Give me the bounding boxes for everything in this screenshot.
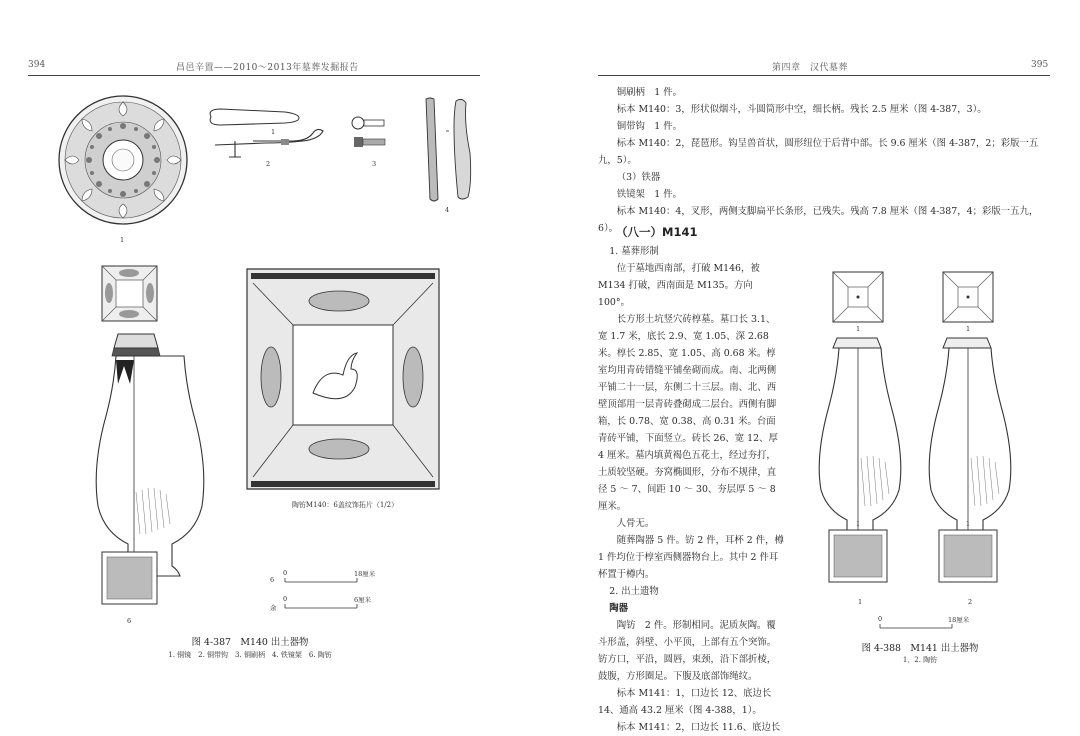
fig-label-lid-2: 1 xyxy=(966,325,971,333)
scale-right-unit: 18厘米 xyxy=(948,616,970,624)
scale-2-label: 余 xyxy=(270,604,277,612)
pottery-fang-drawing xyxy=(92,262,202,622)
right-figure-subcaption: 1、2. 陶钫 xyxy=(902,656,938,664)
scale-bar-18cm xyxy=(285,578,365,586)
scale-1-unit: 18厘米 xyxy=(354,570,376,578)
fang-1 xyxy=(819,272,901,582)
fig-label-body-1: 1 xyxy=(856,520,861,528)
fig-label-vessel-1: 1 xyxy=(858,598,863,606)
paragraph: 标本 M140：3，形状似烟斗，斗圆筒形中空，细长柄。残长 2.5 厘米（图 4-387，3）。 xyxy=(616,104,987,115)
paragraph: 标本 M141：2，口边长 11.6、底边长 xyxy=(616,722,781,733)
fig-label-brush-handle: 3 xyxy=(372,160,377,168)
fang-lid-rubbing xyxy=(243,265,443,495)
paragraph: 标本 M140：2，琵琶形。钩呈兽首状，圆形纽位于后背中部。长 9.6 厘米（图 4-387，2；彩版一五九，5）。 xyxy=(598,138,1039,166)
left-running-head: 昌邑辛置——2010～2013年墓葬发掘报告 xyxy=(176,63,359,73)
scale-1-label: 6 xyxy=(270,576,275,584)
scale-1-start: 0 xyxy=(283,569,288,577)
scale-right-start: 0 xyxy=(878,615,883,623)
paragraph: 随葬陶器 5 件。钫 2 件，耳杯 2 件，樽 1 件均位于椁室西侧器物台上。其中 2 件耳杯置于樽内。 xyxy=(598,535,784,580)
paragraph: 人骨无。 xyxy=(616,518,655,529)
paragraph: 陶钫 2 件。形制相同。泥质灰陶。覆斗形盖，斜壁、小平顶，上部有五个突饰。钫方口，平沿，圆唇，束颈，沿下部折棱，鼓腹，方形圈足。下腹及底部饰绳纹。 xyxy=(598,620,777,682)
right-header-rule xyxy=(598,75,1050,76)
paragraph: 铁镜架 1 件。 xyxy=(616,189,682,200)
left-figure-caption: 图 4-387 M140 出土器物 xyxy=(191,637,309,648)
fig-label-body-2: 1 xyxy=(966,520,971,528)
m141-text-block xyxy=(598,243,784,736)
iron-mirror-stand-drawing xyxy=(420,95,480,210)
fang-2 xyxy=(929,272,1011,582)
paragraph: 长方形土坑竖穴砖椁墓。墓口长 3.1、宽 1.7 米，底长 2.9、宽 1.05、深 2.68 米。椁长 2.85、宽 1.05、高 0.68 米。椁室均用青砖错缝平铺垒砌而成。南、北两侧平铺二十一层，东侧二十三层。南、北、西壁顶部用一层青砖叠砌成二层台。西侧有脚箱，长 0.78、宽 0.38、高 0.31 米。台面青砖平铺，下面竖立。砖长 26、宽 12、厚 4 厘米。墓内填黄褐色五花土，经过夯打，土质较坚硬。夯窝椭圆形，分布不规律，直径 5 ～ 7、间距 10 ～ 30、夯层厚 5 ～ 8 厘米。 xyxy=(598,314,778,512)
brush-handle-drawing xyxy=(350,115,395,160)
paragraph: 标本 M140：4，叉形，两侧支脚扁平长条形，已残失。残高 7.8 厘米（图 4-387，4；彩版一五九，6）。 xyxy=(598,206,1039,234)
left-header-rule xyxy=(28,75,480,76)
paragraph: 位于墓地西南部，打破 M146，被 M134 打破，西南面是 M135。方向 100°。 xyxy=(598,263,760,308)
top-text-block xyxy=(598,84,1044,237)
subsection-heading: 陶器 xyxy=(609,603,629,614)
rubbing-caption: 陶钫M140：6盖纹饰拓片（1/2） xyxy=(291,501,399,509)
section-title-m141: （八一）M141 xyxy=(616,225,698,239)
fig-label-belt-hook-top: 1 xyxy=(271,128,276,136)
fig-label-belt-hook: 2 xyxy=(266,160,271,168)
left-figure-subcaption: 1. 铜镜 2. 铜带钩 3. 铜刷柄 4. 铁镜架 6. 陶钫 xyxy=(168,651,332,659)
left-page-number: 394 xyxy=(28,60,46,70)
m141-fang-drawings xyxy=(815,268,1035,618)
bronze-mirror-drawing xyxy=(38,95,208,235)
paragraph: （3）铁器 xyxy=(616,172,661,183)
right-page-number: 395 xyxy=(1031,60,1049,70)
scale-2-start: 0 xyxy=(283,595,288,603)
fig-label-lid-1: 1 xyxy=(856,325,861,333)
scale-bar-right xyxy=(880,624,960,632)
fig-label-vessel-2: 2 xyxy=(968,598,973,606)
scale-2-unit: 6厘米 xyxy=(354,596,372,604)
subsection-title: 2. 出土遗物 xyxy=(609,586,659,597)
belt-hook-drawing xyxy=(205,105,335,165)
scale-bar-6cm xyxy=(285,604,365,612)
fig-label-fang: 6 xyxy=(127,617,132,625)
right-running-head: 第四章 汉代墓葬 xyxy=(772,63,849,73)
right-figure-caption: 图 4-388 M141 出土器物 xyxy=(861,643,979,654)
subsection-title: 1. 墓葬形制 xyxy=(609,246,659,257)
paragraph: 铜刷柄 1 件。 xyxy=(616,87,682,98)
fig-label-mirror: 1 xyxy=(120,236,125,244)
paragraph: 标本 M141：1，口边长 12、底边长 14、通高 43.2 厘米（图 4-388，1）。 xyxy=(598,688,772,716)
fig-label-mirror-stand: 4 xyxy=(445,206,450,214)
paragraph: 铜带钩 1 件。 xyxy=(616,121,682,132)
